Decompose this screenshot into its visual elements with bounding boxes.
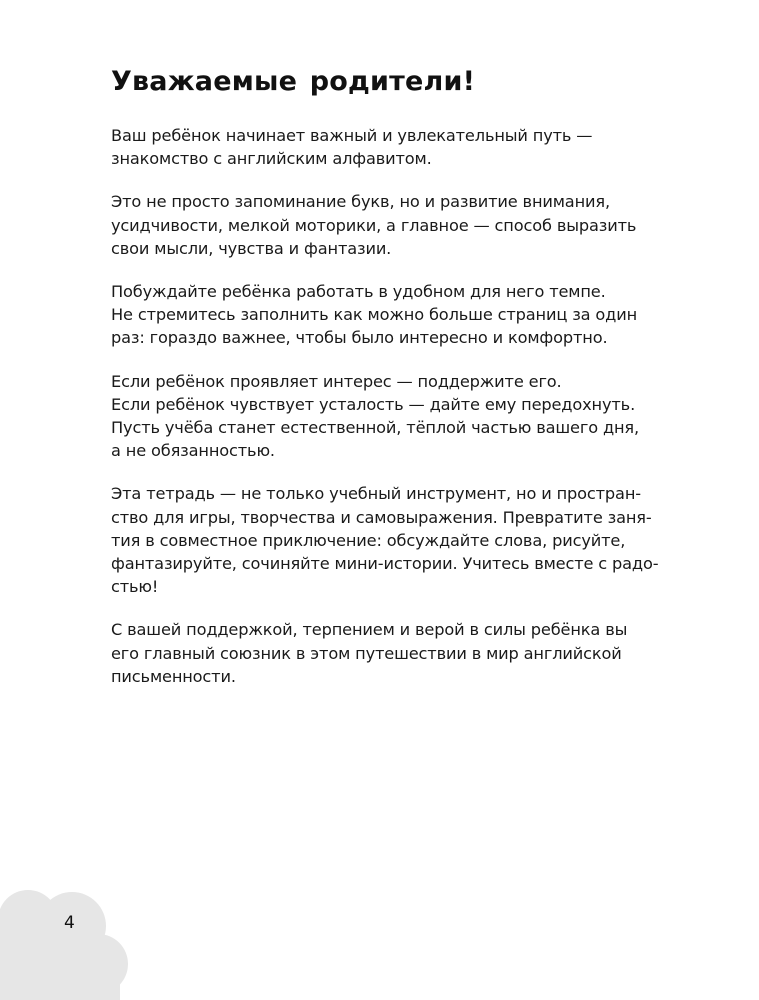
text-line: тия в совместное приключение: обсуждайте слова, рисуйте, xyxy=(111,530,626,550)
text-line: свои мысли, чувства и фантазии. xyxy=(111,238,392,258)
paragraph-4 xyxy=(111,370,681,463)
paragraph-2 xyxy=(111,190,681,260)
text-line: Пусть учёба станет естественной, тёплой частью вашего дня, xyxy=(111,418,640,438)
text-line: С вашей поддержкой, терпением и верой в силы ребёнка вы xyxy=(111,620,628,640)
text-line: усидчивости, мелкой моторики, а главное — способ выразить xyxy=(111,215,637,235)
text-line: Это не просто запоминание букв, но и развитие внимания, xyxy=(111,192,610,212)
text-line: раз: гораздо важнее, чтобы было интересно и комфортно. xyxy=(111,328,608,348)
text-line: стью! xyxy=(111,577,159,597)
text-line: письменности. xyxy=(111,666,236,686)
page-number: 4 xyxy=(64,913,75,933)
text-line: Ваш ребёнок начинает важный и увлекательный путь — xyxy=(111,126,593,145)
text-line: Не стремитесь заполнить как можно больше страниц за один xyxy=(111,305,638,325)
paragraph-1 xyxy=(111,124,681,170)
text-line: ство для игры, творчества и самовыражения. Превратите заня- xyxy=(111,507,652,527)
cloud-decoration xyxy=(0,880,130,1000)
text-line: Если ребёнок чувствует усталость — дайте ему передохнуть. xyxy=(111,394,636,414)
body-text xyxy=(111,124,681,708)
text-line: его главный союзник в этом путешествии в мир английской xyxy=(111,643,622,663)
text-line: Эта тетрадь — не только учебный инструмент, но и простран- xyxy=(111,484,641,504)
text-line: а не обязанностью. xyxy=(111,441,275,461)
paragraph-6 xyxy=(111,618,681,688)
text-line: Если ребёнок проявляет интерес — поддержите его. xyxy=(111,371,562,391)
text-line: знакомство с английским алфавитом. xyxy=(111,149,432,169)
paragraph-3 xyxy=(111,280,681,350)
paragraph-5 xyxy=(111,482,681,598)
text-line: Побуждайте ребёнка работать в удобном для него темпе. xyxy=(111,282,606,302)
text-line: фантазируйте, сочиняйте мини-истории. Учитесь вместе с радо- xyxy=(111,554,659,574)
page-title: Уважаемые родители! xyxy=(111,66,476,97)
cloud-shape xyxy=(0,890,128,1000)
